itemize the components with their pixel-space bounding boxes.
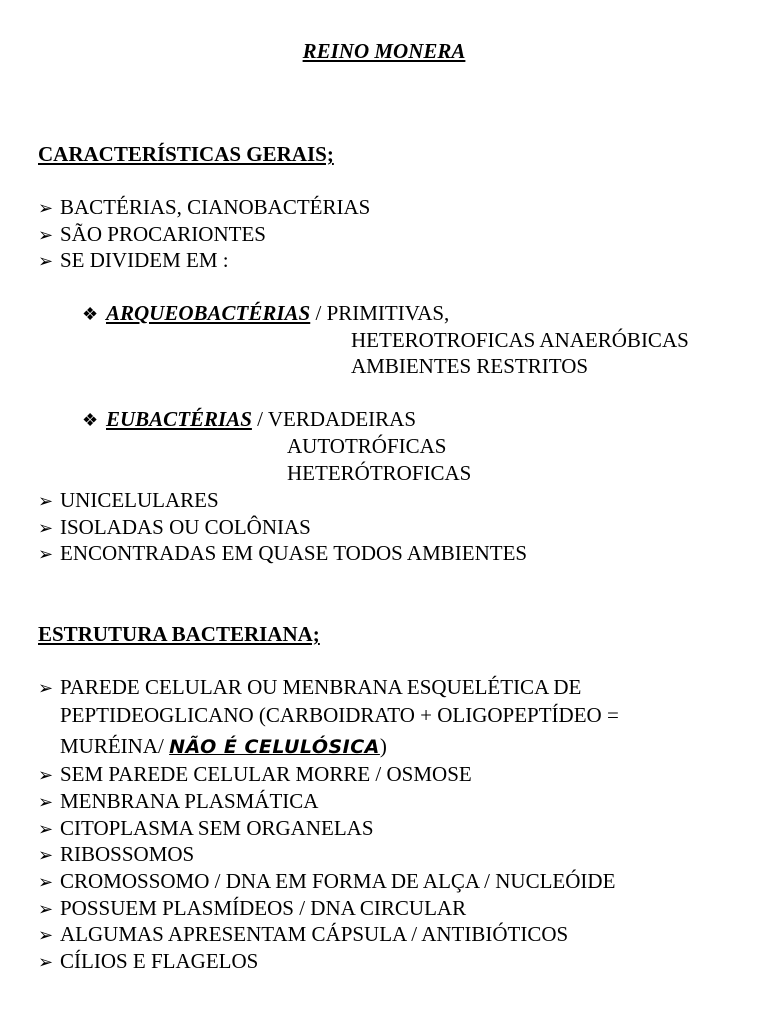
section-heading-structure: ESTRUTURA BACTERIANA; (38, 622, 320, 646)
arrowhead-bullet-icon: ➢ (38, 952, 54, 972)
arrowhead-bullet-icon: ➢ (38, 925, 54, 945)
arrowhead-bullet-icon: ➢ (38, 491, 54, 511)
list-item: ➢ SE DIVIDEM EM : (38, 248, 229, 272)
list-item: ➢ POSSUEM PLASMÍDEOS / DNA CIRCULAR (38, 896, 467, 920)
arrowhead-bullet-icon: ➢ (38, 765, 54, 785)
list-item: ➢ CÍLIOS E FLAGELOS (38, 949, 259, 973)
diamond-cluster-bullet-icon: ❖ (82, 304, 99, 324)
page-title: REINO MONERA (302, 39, 466, 63)
arrowhead-bullet-icon: ➢ (38, 251, 54, 271)
arrowhead-bullet-icon: ➢ (38, 819, 54, 839)
arrowhead-bullet-icon: ➢ (38, 518, 54, 538)
list-item: ➢ SÃO PROCARIONTES (38, 222, 266, 246)
sub-item-eubacterias: ❖ EUBACTÉRIAS / VERDADEIRAS (82, 407, 417, 431)
emphasis-text: NÃO É CELULÓSICA (169, 736, 380, 758)
list-item: ➢ UNICELULARES (38, 488, 219, 512)
list-item: ➢ RIBOSSOMOS (38, 842, 195, 866)
list-item: ➢ ISOLADAS OU COLÔNIAS (38, 515, 311, 539)
list-item: ➢ ENCONTRADAS EM QUASE TODOS AMBIENTES (38, 541, 528, 565)
arrowhead-bullet-icon: ➢ (38, 899, 54, 919)
list-item-continuation: MURÉINA/ NÃO É CELULÓSICA) (60, 734, 387, 758)
arrowhead-bullet-icon: ➢ (38, 225, 54, 245)
sub-item-arqueobacterias: ❖ ARQUEOBACTÉRIAS / PRIMITIVAS, (82, 301, 450, 325)
list-item: ➢ ALGUMAS APRESENTAM CÁPSULA / ANTIBIÓTICOS (38, 922, 569, 946)
arrowhead-bullet-icon: ➢ (38, 678, 54, 698)
arrowhead-bullet-icon: ➢ (38, 544, 54, 564)
sub-item-continuation: HETERÓTROFICAS (287, 461, 472, 485)
sub-item-continuation: AMBIENTES RESTRITOS (351, 354, 589, 378)
list-item: ➢ CITOPLASMA SEM ORGANELAS (38, 816, 374, 840)
arrowhead-bullet-icon: ➢ (38, 792, 54, 812)
list-item: ➢ CROMOSSOMO / DNA EM FORMA DE ALÇA / NUCLEÓIDE (38, 869, 616, 893)
arrowhead-bullet-icon: ➢ (38, 845, 54, 865)
sub-item-continuation: AUTOTRÓFICAS (287, 434, 447, 458)
sub-item-continuation: HETEROTROFICAS ANAERÓBICAS (351, 328, 689, 352)
list-item: ➢ MENBRANA PLASMÁTICA (38, 789, 319, 813)
arrowhead-bullet-icon: ➢ (38, 872, 54, 892)
list-item: ➢ PAREDE CELULAR OU MENBRANA ESQUELÉTICA DE (38, 675, 582, 699)
section-heading-general: CARACTERÍSTICAS GERAIS; (38, 142, 334, 166)
diamond-cluster-bullet-icon: ❖ (82, 410, 99, 430)
list-item: ➢ SEM PAREDE CELULAR MORRE / OSMOSE (38, 762, 472, 786)
list-item-continuation: PEPTIDEOGLICANO (CARBOIDRATO + OLIGOPEPTÍDEO = (60, 703, 619, 727)
list-item: ➢ BACTÉRIAS, CIANOBACTÉRIAS (38, 195, 371, 219)
arrowhead-bullet-icon: ➢ (38, 198, 54, 218)
